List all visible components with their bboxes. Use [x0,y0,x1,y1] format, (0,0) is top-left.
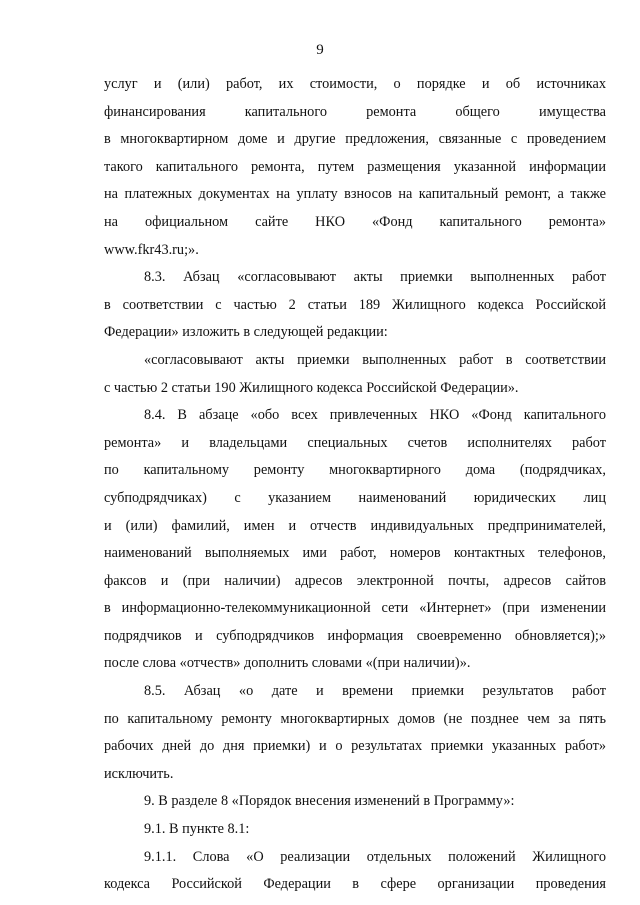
text-line: исключить. [104,765,174,782]
text-line: после слова «отчеств» дополнить словами «(при наличии)». [104,655,471,672]
text-line: финансирования капитального ремонта общего имущества [104,103,606,120]
text-line: и (или) фамилий, имен и отчеств индивидуальных предпринимателей, [104,517,606,534]
text-line: с частью 2 статьи 190 Жилищного кодекса Российской Федерации». [104,379,519,396]
text-line: в многоквартирном доме и другие предложения, связанные с проведением [104,131,606,148]
text-line: www.fkr43.ru;». [104,241,199,258]
text-line: 9.1.1. Слова «О реализации отдельных положений Жилищного [144,848,606,865]
text-line: подрядчиков и субподрядчиков информация своевременно обновляется);» [104,627,606,644]
text-line: субподрядчиках) с указанием наименований юридических лиц [104,489,606,506]
text-line: услуг и (или) работ, их стоимости, о порядке и об источниках [104,76,606,92]
text-line: кодекса Российской Федерации в сфере организации проведения [104,876,606,893]
text-line: на платежных документах на уплату взносов на капитальный ремонт, а также [104,186,606,203]
text-line: Федерации» изложить в следующей редакции: [104,324,388,341]
text-line: по капитальному ремонту многоквартирного дома (подрядчиках, [104,462,606,479]
text-line: 8.3. Абзац «согласовывают акты приемки выполненных работ [144,269,606,286]
text-line: «согласовывают акты приемки выполненных работ в соответствии [144,351,606,368]
text-line: такого капитального ремонта, путем размещения указанной информации [104,158,606,175]
text-line: 8.5. Абзац «о дате и времени приемки результатов работ [144,683,606,700]
text-line: в информационно-телекоммуникационной сети «Интернет» (при изменении [104,600,606,617]
text-line: ремонта» и владельцами специальных счетов исполнителях работ [104,434,606,451]
page-number: 9 [316,42,324,58]
text-line: 9.1. В пункте 8.1: [144,821,250,838]
text-line: рабочих дней до дня приемки) и о результатах приемки указанных работ» [104,738,606,755]
text-line: 8.4. В абзаце «обо всех привлеченных НКО «Фонд капитального [144,407,606,424]
text-line: в соответствии с частью 2 статьи 189 Жилищного кодекса Российской [104,296,606,313]
text-line: по капитальному ремонту многоквартирных домов (не позднее чем за пять [104,710,606,727]
text-line: 9. В разделе 8 «Порядок внесения изменений в Программу»: [144,793,515,810]
text-line: на официальном сайте НКО «Фонд капитального ремонта» [104,213,606,230]
body-text [104,71,606,899]
text-line: факсов и (при наличии) адресов электронной почты, адресов сайтов [104,572,606,589]
text-line: наименований выполняемых ими работ, номеров контактных телефонов, [104,545,606,562]
